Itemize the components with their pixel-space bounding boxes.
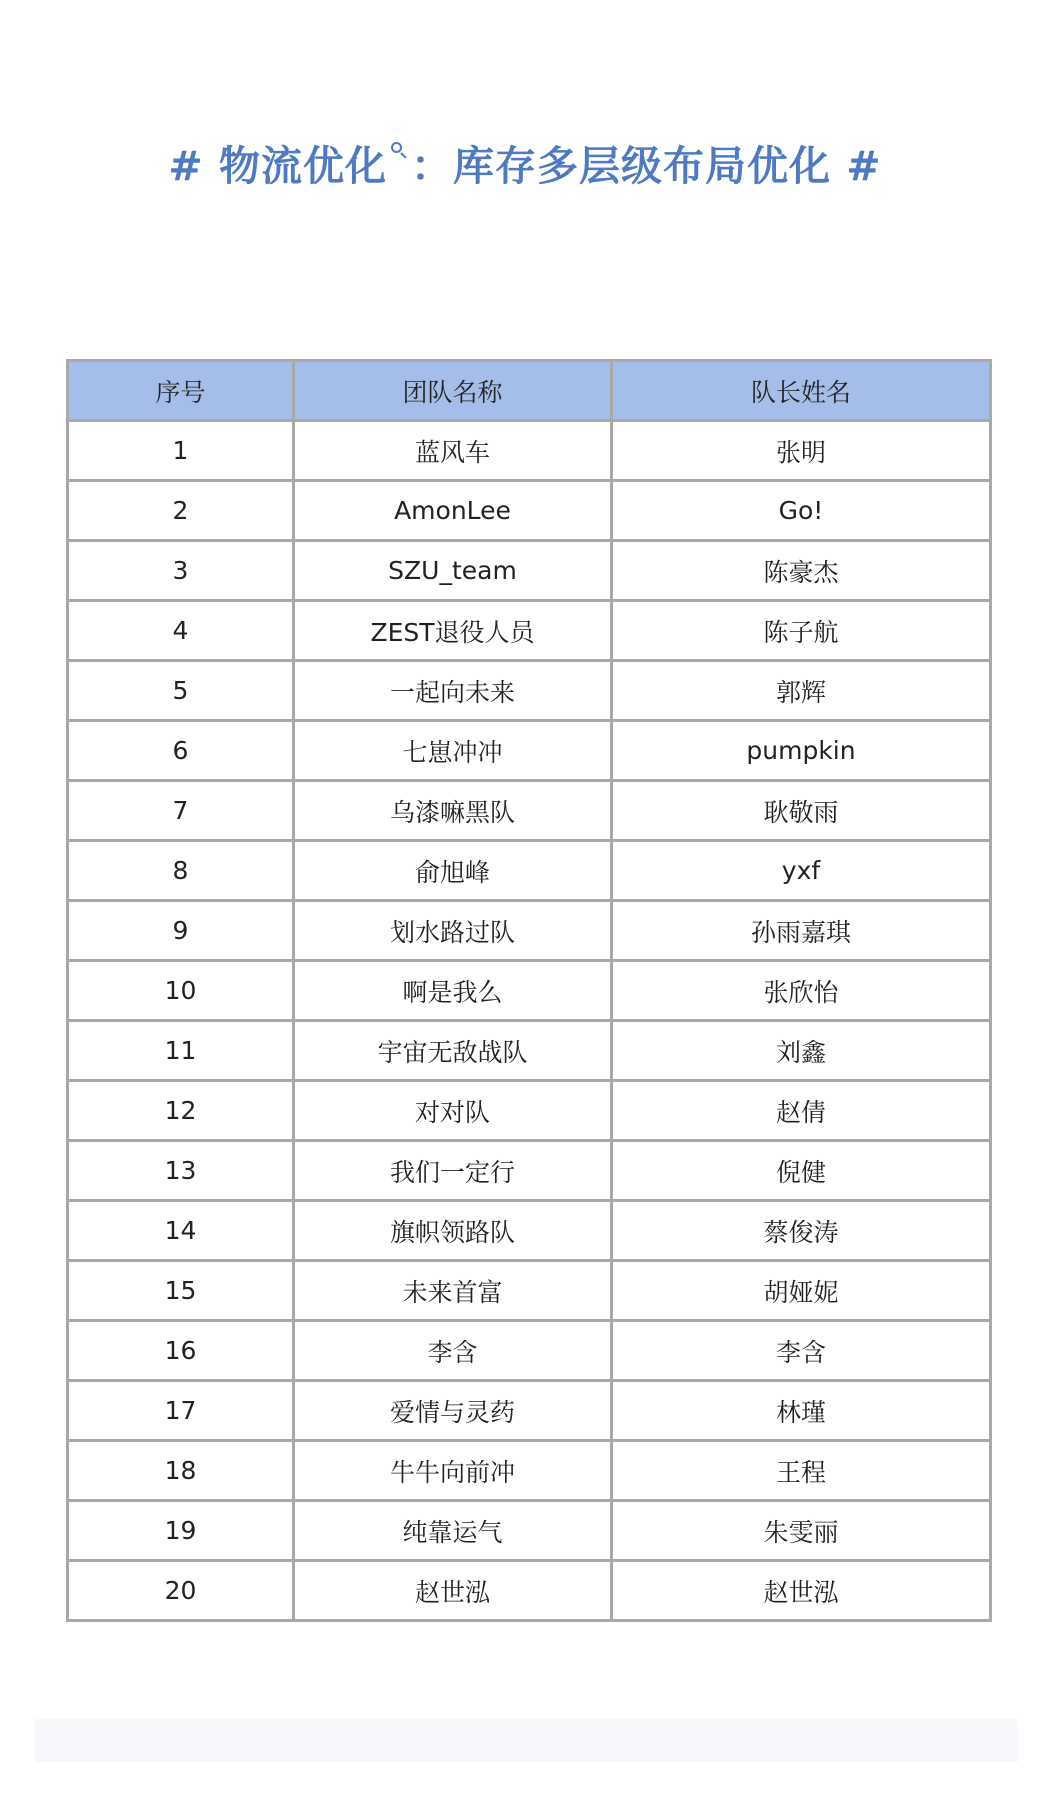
cell-captain-name: 赵世泓 — [612, 1561, 991, 1621]
cell-index: 13 — [68, 1141, 294, 1201]
table-row — [68, 1381, 991, 1441]
cell-index: 12 — [68, 1081, 294, 1141]
cell-team-name: 赵世泓 — [294, 1561, 612, 1621]
cell-team-name: 爱情与灵药 — [294, 1381, 612, 1441]
cell-team-name: 乌漆嘛黑队 — [294, 781, 612, 841]
cell-team-name: 未来首富 — [294, 1261, 612, 1321]
table-row — [68, 721, 991, 781]
table-row — [68, 1261, 991, 1321]
cell-team-name: 牛牛向前冲 — [294, 1441, 612, 1501]
title-text-after: ：库存多层级布局优化 # — [411, 142, 882, 190]
table-row — [68, 661, 991, 721]
cell-index: 3 — [68, 541, 294, 601]
table-row — [68, 1561, 991, 1621]
cell-team-name: 李含 — [294, 1321, 612, 1381]
title-text-before: # 物流优化 — [168, 142, 387, 190]
cell-captain-name: pumpkin — [612, 721, 991, 781]
cell-index: 16 — [68, 1321, 294, 1381]
cell-captain-name: 张明 — [612, 421, 991, 481]
cell-captain-name: 蔡俊涛 — [612, 1201, 991, 1261]
cell-team-name: 旗帜领路队 — [294, 1201, 612, 1261]
header-team-name: 团队名称 — [294, 361, 612, 421]
cell-index: 14 — [68, 1201, 294, 1261]
cell-captain-name: 王程 — [612, 1441, 991, 1501]
cell-captain-name: 陈子航 — [612, 601, 991, 661]
cell-index: 15 — [68, 1261, 294, 1321]
cell-captain-name: 张欣怡 — [612, 961, 991, 1021]
footer-band — [35, 1719, 1018, 1762]
header-captain-name: 队长姓名 — [612, 361, 991, 421]
cell-captain-name: 耿敬雨 — [612, 781, 991, 841]
table-row — [68, 1501, 991, 1561]
cell-team-name: 宇宙无敌战队 — [294, 1021, 612, 1081]
cell-index: 17 — [68, 1381, 294, 1441]
cell-captain-name: 胡娅妮 — [612, 1261, 991, 1321]
cell-captain-name: 赵倩 — [612, 1081, 991, 1141]
cell-index: 9 — [68, 901, 294, 961]
cell-team-name: 纯靠运气 — [294, 1501, 612, 1561]
table-row — [68, 961, 991, 1021]
table-header-row — [68, 361, 991, 421]
cell-index: 11 — [68, 1021, 294, 1081]
cell-captain-name: 陈豪杰 — [612, 541, 991, 601]
cell-captain-name: 倪健 — [612, 1141, 991, 1201]
table-row — [68, 1081, 991, 1141]
table-row — [68, 1321, 991, 1381]
cell-team-name: AmonLee — [294, 481, 612, 541]
table-body — [68, 421, 991, 1621]
cell-team-name: 蓝风车 — [294, 421, 612, 481]
cell-team-name: 我们一定行 — [294, 1141, 612, 1201]
table-row — [68, 601, 991, 661]
search-icon[interactable] — [389, 138, 409, 164]
cell-index: 7 — [68, 781, 294, 841]
team-table — [66, 359, 992, 1622]
cell-captain-name: 孙雨嘉琪 — [612, 901, 991, 961]
table-row — [68, 421, 991, 481]
cell-index: 2 — [68, 481, 294, 541]
cell-captain-name: 郭辉 — [612, 661, 991, 721]
page-title — [0, 138, 1050, 194]
cell-index: 5 — [68, 661, 294, 721]
table-row — [68, 901, 991, 961]
table-row — [68, 1201, 991, 1261]
table-row — [68, 1021, 991, 1081]
cell-captain-name: 李含 — [612, 1321, 991, 1381]
cell-index: 20 — [68, 1561, 294, 1621]
cell-team-name: 划水路过队 — [294, 901, 612, 961]
cell-captain-name: Go! — [612, 481, 991, 541]
cell-team-name: 啊是我么 — [294, 961, 612, 1021]
cell-index: 4 — [68, 601, 294, 661]
cell-captain-name: 刘鑫 — [612, 1021, 991, 1081]
cell-team-name: SZU_team — [294, 541, 612, 601]
header-index: 序号 — [68, 361, 294, 421]
cell-index: 10 — [68, 961, 294, 1021]
cell-index: 8 — [68, 841, 294, 901]
cell-team-name: 对对队 — [294, 1081, 612, 1141]
cell-team-name: ZEST退役人员 — [294, 601, 612, 661]
table-row — [68, 541, 991, 601]
cell-team-name: 一起向未来 — [294, 661, 612, 721]
cell-team-name: 俞旭峰 — [294, 841, 612, 901]
cell-index: 1 — [68, 421, 294, 481]
table-row — [68, 781, 991, 841]
cell-captain-name: 朱雯丽 — [612, 1501, 991, 1561]
cell-captain-name: 林瑾 — [612, 1381, 991, 1441]
cell-captain-name: yxf — [612, 841, 991, 901]
cell-index: 18 — [68, 1441, 294, 1501]
cell-index: 6 — [68, 721, 294, 781]
cell-index: 19 — [68, 1501, 294, 1561]
table-row — [68, 481, 991, 541]
cell-team-name: 七崽冲冲 — [294, 721, 612, 781]
table-row — [68, 841, 991, 901]
table-row — [68, 1141, 991, 1201]
table-row — [68, 1441, 991, 1501]
